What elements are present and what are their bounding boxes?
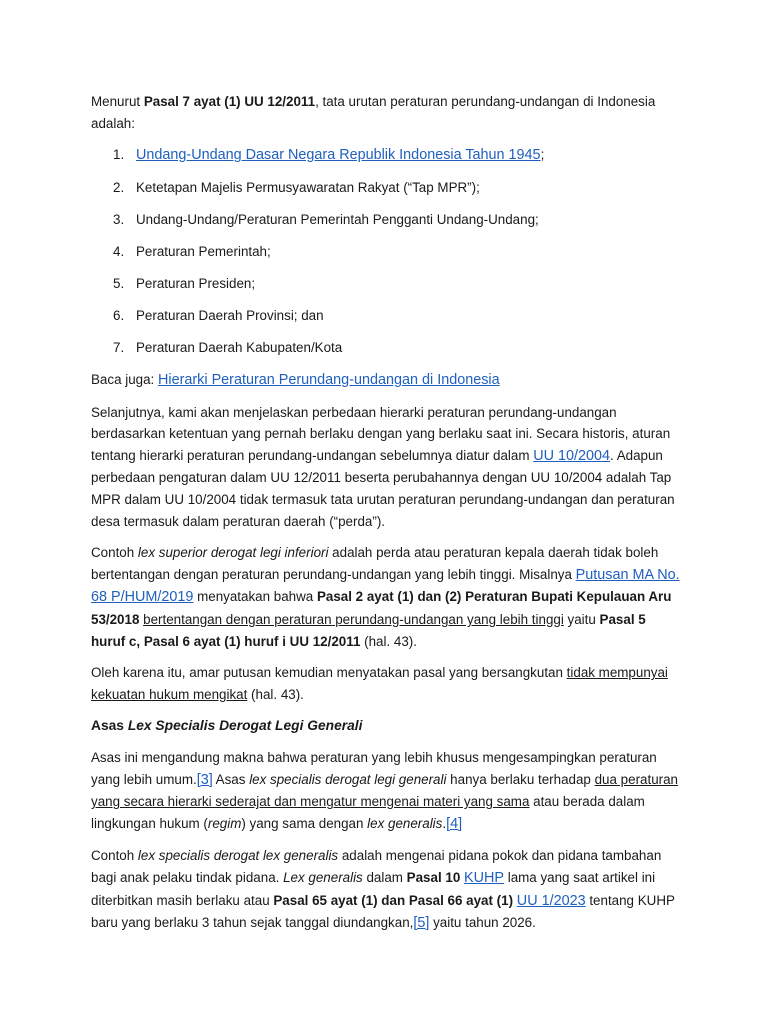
list-item <box>91 273 681 295</box>
intro-text-2: , tata urutan peraturan perundang-undangan di Indonesia adalah: <box>91 94 656 131</box>
list-number: 2. <box>113 180 125 196</box>
uud-1945-link[interactable]: Undang-Undang Dasar Negara Republik Indonesia Tahun 1945 <box>136 147 541 164</box>
history-paragraph <box>91 402 681 533</box>
text-span: adalah perda atau peraturan kepala daerah tidak boleh bertentangan dengan peraturan perundang-undangan yang lebih tinggi. Misalnya <box>91 545 659 582</box>
list-item <box>91 144 681 167</box>
amar-putusan-paragraph <box>91 662 681 705</box>
specialis-paragraph <box>91 747 681 835</box>
list-number: 1. <box>113 147 125 163</box>
list-number: 7. <box>113 340 125 356</box>
text-span: yaitu tahun 2026. <box>429 915 536 931</box>
history-text-2: . Adapun perbedaan pengaturan dalam UU 12/2011 beserta perubahannya dengan UU 10/2004 adalah Tap MPR dalam UU 10/2004 tidak termasuk tata urutan peraturan perundang-undangan dan peraturan desa termasuk dalam peraturan daerah (“perda”). <box>91 447 675 529</box>
text-span: adalah mengenai pidana pokok dan pidana tambahan bagi anak pelaku tindak pidana. <box>91 848 662 885</box>
lex-specialis-generalis-term: lex specialis derogat lex generalis <box>137 848 339 864</box>
text-span: tentang KUHP baru yang berlaku 3 tahun sejak tanggal diundangkan, <box>91 892 675 931</box>
text-span: lama yang saat artikel ini diterbitkan masih berlaku atau <box>91 869 656 908</box>
baca-juga-paragraph <box>91 369 681 392</box>
lex-superior-term: lex superior derogat legi inferiori <box>137 545 329 561</box>
hierarki-article-link[interactable]: Hierarki Peraturan Perundang-undangan di Indonesia <box>158 372 500 389</box>
text-span: hanya berlaku terhadap <box>446 771 595 787</box>
list-text: Peraturan Daerah Kabupaten/Kota <box>136 340 343 356</box>
baca-juga-label: Baca juga: <box>91 372 158 388</box>
putusan-ma-link[interactable]: Putusan MA No. 68 P/HUM/2019 <box>91 566 680 606</box>
text-span: menyatakan bahwa <box>193 589 317 605</box>
list-number: 5. <box>113 276 125 292</box>
list-number: 3. <box>113 212 125 228</box>
text-span: atau berada dalam lingkungan hukum ( <box>91 794 645 831</box>
list-text: Peraturan Daerah Provinsi; dan <box>136 308 324 324</box>
text-span: dalam <box>362 869 407 885</box>
lex-generalis-term: Lex generalis <box>283 869 363 885</box>
specialis-example-paragraph <box>91 845 681 934</box>
list-text: ; <box>540 147 545 163</box>
text-span: Contoh <box>91 545 138 561</box>
list-item <box>91 209 681 231</box>
list-text: Undang-Undang/Peraturan Pemerintah Pengganti Undang-Undang; <box>136 212 539 228</box>
text-span: . <box>442 815 447 831</box>
history-text-1: Selanjutnya, kami akan menjelaskan perbedaan hierarki peraturan perundang-undangan berdasarkan ketentuan yang pernah berlaku dengan yang berlaku saat ini. Secara historis, aturan tentang hierarki peraturan perundang-undangan sebelumnya diatur dalam <box>91 404 671 463</box>
lex-specialis-term: lex specialis derogat legi generali <box>249 771 447 787</box>
list-item <box>91 305 681 327</box>
uu-10-2004-link[interactable]: UU 10/2004 <box>533 447 611 464</box>
text-span: Contoh <box>91 848 138 864</box>
list-item <box>91 337 681 359</box>
footnote-4-link[interactable]: [4] <box>446 815 463 832</box>
text-span: (hal. 43). <box>360 633 417 649</box>
list-text: Peraturan Presiden; <box>136 276 256 292</box>
superior-example-paragraph <box>91 542 681 652</box>
perbup-aru-bold: Pasal 2 ayat (1) dan (2) Peraturan Bupati Kepulauan Aru 53/2018 <box>91 589 672 628</box>
pasal-10-bold: Pasal 10 <box>406 869 461 885</box>
list-item <box>91 241 681 263</box>
bertentangan-underline: bertentangan dengan peraturan perundang-undangan yang lebih tinggi <box>143 612 564 628</box>
list-number: 6. <box>113 308 125 324</box>
intro-paragraph <box>91 91 681 134</box>
text-span: Asas ini mengandung makna bahwa peraturan yang lebih khusus mengesampingkan peraturan yang lebih umum. <box>91 749 657 787</box>
article-body <box>91 91 681 945</box>
pasal-65-66-bold: Pasal 65 ayat (1) dan Pasal 66 ayat (1) <box>273 892 514 908</box>
text-span: ) yang sama dengan <box>241 815 368 831</box>
text-span: yaitu <box>563 612 600 628</box>
pasal-5-bold: Pasal 5 huruf c, Pasal 6 ayat (1) huruf i UU 12/2011 <box>91 612 646 649</box>
list-item <box>91 177 681 199</box>
text-span: (hal. 43). <box>247 686 304 702</box>
lex-generalis-term: lex generalis <box>367 815 443 831</box>
section-heading <box>91 715 681 737</box>
regim-term: regim <box>207 815 242 831</box>
heading-italic: Lex Specialis Derogat Legi Generali <box>127 718 363 734</box>
uu-1-2023-link[interactable]: UU 1/2023 <box>516 892 586 909</box>
intro-bold-pasal: Pasal 7 ayat (1) UU 12/2011 <box>143 94 316 109</box>
tidak-mengikat-underline: tidak mempunyai kekuatan hukum mengikat <box>91 665 668 702</box>
list-text: Peraturan Pemerintah; <box>136 244 271 260</box>
heading-text: Asas <box>91 718 128 734</box>
list-number: 4. <box>113 244 125 260</box>
sederajat-underline: dua peraturan yang secara hierarki sederajat dan mengatur mengenai materi yang sama <box>91 771 678 810</box>
intro-text-1: Menurut <box>91 94 144 109</box>
footnote-3-link[interactable]: [3] <box>196 771 213 788</box>
text-span: Oleh karena itu, amar putusan kemudian menyatakan pasal yang bersangkutan <box>91 665 567 681</box>
kuhp-link[interactable]: KUHP <box>464 869 504 886</box>
list-text: Ketetapan Majelis Permusyawaratan Rakyat (“Tap MPR”); <box>136 180 480 196</box>
text-span: Asas <box>212 771 250 787</box>
hierarchy-list <box>91 144 681 359</box>
footnote-5-link[interactable]: [5] <box>413 915 430 932</box>
